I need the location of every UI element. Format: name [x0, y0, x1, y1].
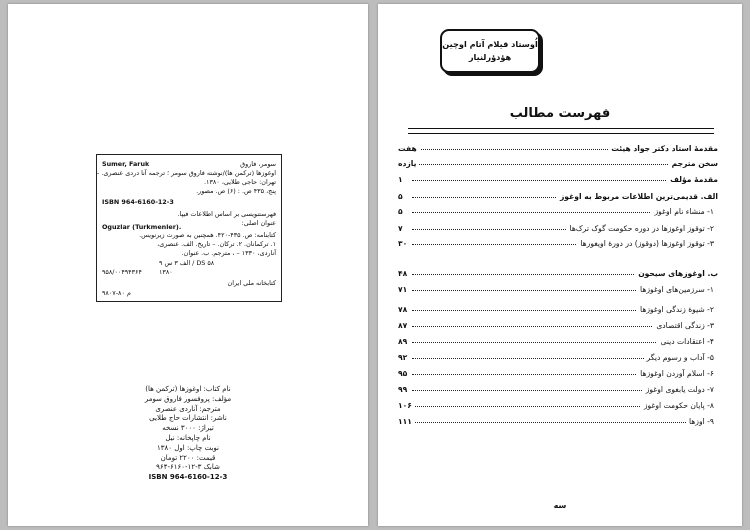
toc-row: [398, 400, 718, 412]
toc-entry-page: ۱۰۶: [398, 400, 415, 412]
catalog-bibliography: کتابنامه: ص. ۴۳۵-۴۲۰. همچنین به صورت زیرنویس.: [139, 231, 276, 239]
toc-entry-page: ۴۸: [398, 268, 410, 280]
toc-entry-page: هفت: [398, 143, 420, 155]
catalog-card: [96, 154, 282, 302]
toc-entry-page: ۸۹: [398, 336, 410, 348]
toc-row: [398, 352, 718, 364]
toc-entry-page: ۵: [398, 191, 406, 203]
toc-row: [398, 304, 718, 316]
colophon-line: قیمت: ۲۲۰۰ تومان: [160, 453, 216, 462]
colophon: [88, 385, 288, 483]
toc-entry-title: ۳- توقوز اوغوزها (دوقوز) در دورهٔ اویغورها: [577, 238, 714, 250]
colophon-isbn: ISBN 964-6160-12-3: [148, 473, 228, 482]
toc-entry-title: الف. قدیمی‌ترین اطلاعات مربوط به اوغوز: [557, 191, 718, 203]
toc-row: [398, 174, 718, 186]
toc-row: [398, 384, 718, 396]
toc-entry-title: سخن مترجم: [669, 158, 718, 170]
toc-entry-page: ۸۷: [398, 320, 410, 332]
toc-entry-title: ۱- سرزمین‌های اوغوزها: [637, 284, 714, 296]
toc-entry-page: ۵: [398, 206, 406, 218]
page-number: سه: [553, 501, 567, 510]
toc-row: [398, 223, 718, 235]
toc-entry-title: ۶- اسلام آوردن اوغوزها: [637, 368, 714, 380]
toc-entry-title: ۴- اعتقادات دینی: [657, 336, 714, 348]
catalog-description-2: تهران: حاجی طلایی، ۱۳۸۰.: [204, 178, 276, 186]
colophon-line: مؤلف: پروفسور فاروق سومر: [144, 394, 232, 403]
right-page: [378, 4, 742, 526]
toc-entry-title: ۷- دولت یابغوی اوغوز: [643, 384, 714, 396]
stamp-line-1: اُوستاد قیلام آتام اوچین: [442, 39, 538, 49]
toc-entry-title: ۹- اوزها: [686, 416, 714, 428]
toc-entry-page: ۱۱۱: [398, 416, 415, 428]
toc-entry-page: یازده: [398, 158, 419, 170]
toc-leader-dots: [412, 164, 708, 165]
toc-entry-page: ۱: [398, 174, 406, 186]
toc-entry-title: مقدمهٔ مؤلف: [667, 174, 718, 186]
catalog-isbn: ISBN 964-6160-12-3: [102, 198, 174, 206]
toc-entry-title: مقدمهٔ استاد دکتر جواد هیئت: [608, 143, 718, 155]
dedication-stamp: [440, 29, 540, 73]
toc-row: [398, 416, 718, 428]
toc-entry-page: ۹۹: [398, 384, 410, 396]
catalog-original-title: Oguzlar (Turkmenler).: [102, 223, 182, 231]
colophon-line: نوبت چاپ: اول ۱۳۸۰: [157, 443, 219, 452]
catalog-classification: ۹۵۸/۰۰۴۹۴۳۶۴: [102, 268, 142, 276]
toc-top-rule-thin: [408, 133, 714, 134]
catalog-fipa: فهرستنویسی بر اساس اطلاعات فیپا.: [177, 210, 276, 218]
toc-row: [398, 320, 718, 332]
colophon-line: ناشر: انتشارات حاج طلایی: [149, 414, 227, 423]
toc-entry-page: ۷: [398, 223, 406, 235]
catalog-subjects: ۱. ترکمانان. ۲. ترکان. – تاریخ. الف. عنصری،: [157, 240, 276, 248]
catalog-original-title-label: عنوان اصلی:: [241, 219, 276, 227]
colophon-line: نام کتاب: اوغوزها (ترکمن ها): [145, 385, 231, 393]
catalog-description-1: اوغوزها (ترکمن ها)/نوشته فاروق سومر ؛ ترجمه آنا دردی عنصری. –: [96, 169, 276, 177]
catalog-author-en: Sumer, Faruk: [102, 160, 150, 168]
catalog-translator: آناردی، ۱۳۳۰ – ، مترجم. ب. عنوان.: [181, 249, 276, 257]
toc-entry-title: ۱- منشاء نام اوغوز: [651, 206, 714, 218]
toc-entry-page: ۷۱: [398, 284, 410, 296]
catalog-library: کتابخانه ملی ایران: [227, 279, 276, 287]
toc-entry-title: ۵- آداب و رسوم دیگر: [644, 352, 714, 364]
catalog-class-number: ۹ الف ۳ س / DS ۵۸: [159, 259, 215, 267]
toc-row: [398, 336, 718, 348]
catalog-year: ۱۳۸۰: [159, 268, 173, 276]
toc-entry-title: ۳- زندگی اقتصادی: [653, 320, 714, 332]
toc-leader-dots: [412, 422, 708, 423]
toc-entry-title: ب. اوغوزهای سیحون: [635, 268, 718, 280]
catalog-description-3: پنج، ۴۳۵ ص. : (۶) ص. مصور.: [196, 187, 276, 195]
toc-entry-page: ۹۲: [398, 352, 410, 364]
stamp-line-2: هؤدؤرلنیار: [468, 52, 512, 62]
toc-row: [398, 143, 718, 155]
catalog-record-number: م ۸۰-۹۸۰۷: [102, 289, 131, 297]
toc-row: [398, 206, 718, 218]
toc-row: [398, 238, 718, 250]
colophon-line: نام چاپخانه: نیل: [165, 433, 211, 442]
toc-entry-page: ۳۰: [398, 238, 410, 250]
toc-entry-title: ۲- شیوهٔ زندگی اوغوزها: [637, 304, 714, 316]
colophon-line: شابک ۳-۱۲-۶۱۶۰-۹۶۴: [156, 463, 220, 472]
toc-entry-title: ۲- توقوز اوغوزها در دوره حکومت گوک ترک‌ها: [567, 223, 714, 235]
colophon-line: مترجم: آناردی عنصری: [155, 404, 221, 413]
toc-entry-title: ۸- پایان حکومت اوغوز: [641, 400, 714, 412]
toc-row: [398, 191, 718, 203]
colophon-line: تیراژ: ۳۰۰۰ نسخه: [162, 424, 214, 433]
toc-row: [398, 368, 718, 380]
toc-row: [398, 158, 718, 170]
toc-row: [398, 284, 718, 296]
toc-entry-page: ۹۵: [398, 368, 410, 380]
left-page: [8, 4, 368, 526]
catalog-author-fa: سومر، فاروق: [240, 160, 276, 168]
toc-entry-page: ۷۸: [398, 304, 410, 316]
toc-row: [398, 268, 718, 280]
toc-leader-dots: [412, 180, 708, 181]
toc-title: فهرست مطالب: [509, 106, 611, 121]
toc-top-rule: [408, 128, 714, 129]
